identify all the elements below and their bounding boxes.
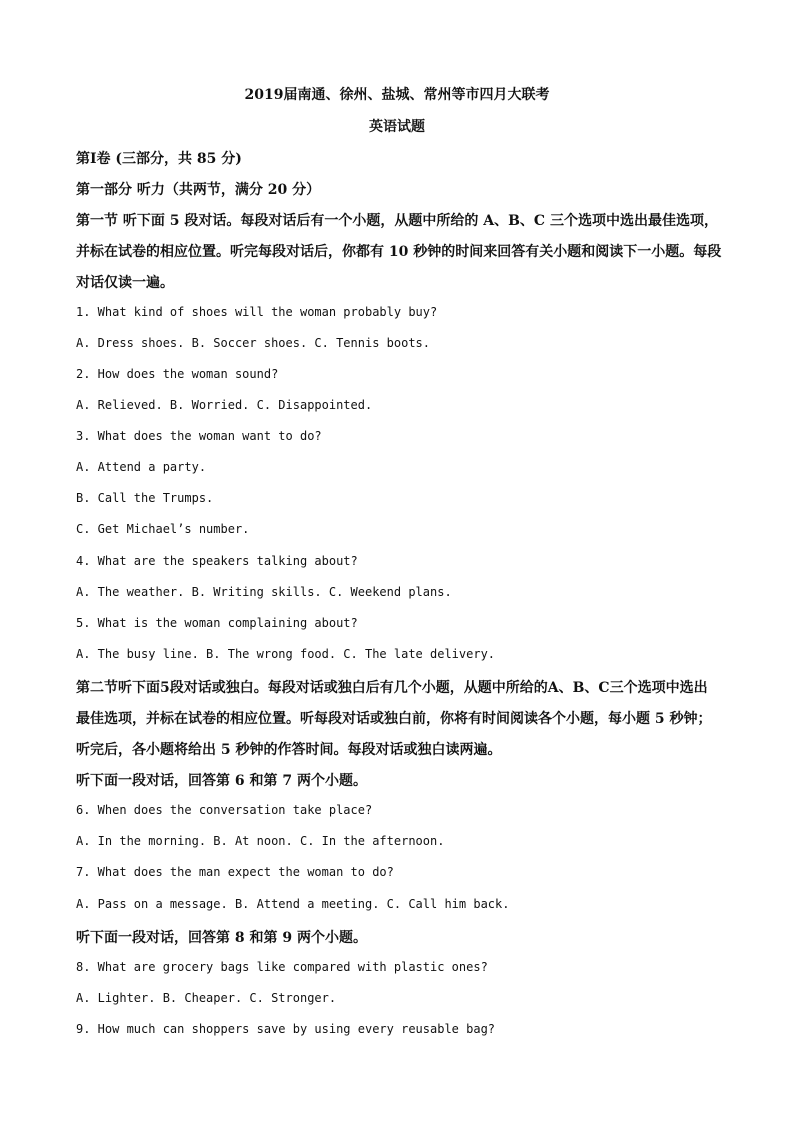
- answer-option: B. Call the Trumps.: [76, 491, 214, 505]
- question-text: 7. What does the man expect the woman to do?: [76, 865, 394, 879]
- dialogue-group-heading: 听下面一段对话，回答第 6 和第 7 两个小题。: [76, 773, 367, 789]
- answer-options: A. Pass on a message. B. Attend a meeting. C. Call him back.: [76, 897, 510, 911]
- question-text: 1. What kind of shoes will the woman probably buy?: [76, 305, 438, 319]
- section-two-instructions-line: 听完后，各小题将给出 5 秒钟的作答时间。每段对话或独白读两遍。: [76, 742, 502, 758]
- part-one-heading: 第一部分 听力（共两节，满分 20 分）: [76, 182, 321, 198]
- answer-options: A. Relieved. B. Worried. C. Disappointed.: [76, 398, 373, 412]
- section-one-instructions-line: 并标在试卷的相应位置。听完每段对话后，你都有 10 秒钟的时间来回答有关小题和阅读下一小题。每段: [76, 244, 722, 260]
- answer-options: A. Lighter. B. Cheaper. C. Stronger.: [76, 991, 337, 1005]
- question-text: 2. How does the woman sound?: [76, 367, 279, 381]
- answer-options: A. The busy line. B. The wrong food. C. The late delivery.: [76, 647, 496, 661]
- section-one-instructions-line: 第一节 听下面 5 段对话。每段对话后有一个小题，从题中所给的 A、B、C 三个选项中选出最佳选项，: [76, 213, 718, 229]
- answer-options: A. Dress shoes. B. Soccer shoes. C. Tennis boots.: [76, 336, 431, 350]
- section-two-instructions-line: 第二节听下面5段对话或独白。每段对话或独白后有几个小题，从题中所给的A、B、C三个选项中选出: [76, 680, 708, 696]
- question-text: 4. What are the speakers talking about?: [76, 554, 358, 568]
- question-text: 9. How much can shoppers save by using every reusable bag?: [76, 1022, 496, 1036]
- section-two-instructions-line: 最佳选项，并标在试卷的相应位置。听每段对话或独白前，你将有时间阅读各个小题，每小题 5 秒钟；: [76, 711, 712, 727]
- question-text: 8. What are grocery bags like compared with plastic ones?: [76, 960, 488, 974]
- exam-title: 2019届南通、徐州、盐城、常州等市四月大联考: [244, 87, 550, 103]
- answer-options: A. In the morning. B. At noon. C. In the afternoon.: [76, 834, 445, 848]
- answer-option: C. Get Michael’s number.: [76, 522, 250, 536]
- dialogue-group-heading: 听下面一段对话，回答第 8 和第 9 两个小题。: [76, 930, 367, 946]
- question-text: 3. What does the woman want to do?: [76, 429, 322, 443]
- question-text: 5. What is the woman complaining about?: [76, 616, 358, 630]
- answer-options: A. The weather. B. Writing skills. C. Weekend plans.: [76, 585, 452, 599]
- volume-heading: 第I卷 (三部分，共 85 分): [76, 151, 242, 167]
- exam-subtitle: 英语试题: [369, 119, 425, 135]
- section-one-instructions-line: 对话仅读一遍。: [76, 275, 174, 291]
- answer-option: A. Attend a party.: [76, 460, 207, 474]
- question-text: 6. When does the conversation take place?: [76, 803, 373, 817]
